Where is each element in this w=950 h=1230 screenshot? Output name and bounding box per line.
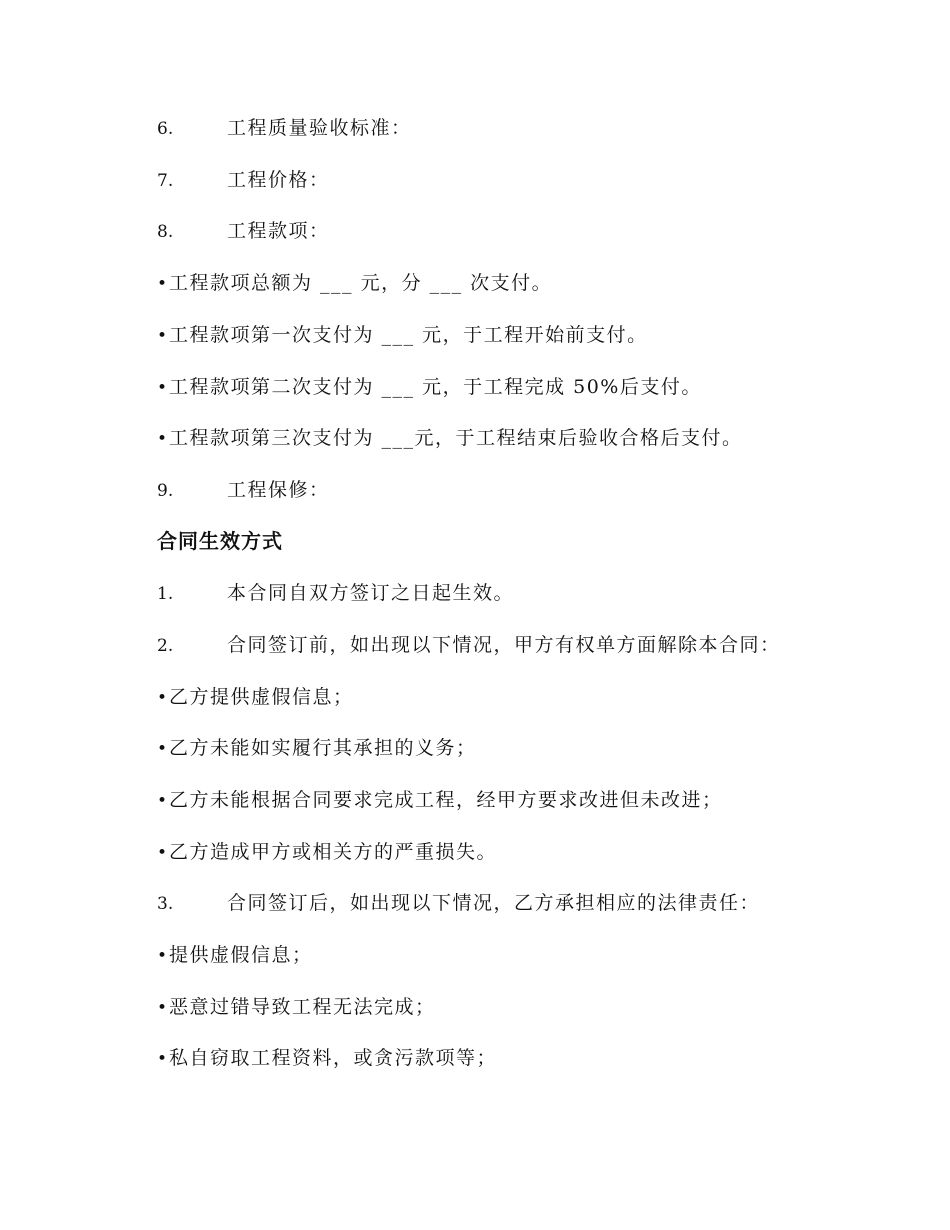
numbered-item: [157, 167, 330, 194]
item-number: 8.: [157, 222, 174, 242]
bullet-item: [157, 839, 497, 866]
bullet-item: [157, 787, 723, 814]
item-text: 乙方未能根据合同要求完成工程，经甲方要求改进但未改进；: [169, 789, 723, 811]
bullet-item: [157, 374, 702, 401]
item-text: 本合同自双方签订之日起生效。: [227, 582, 515, 604]
numbered-item: [157, 115, 412, 142]
item-text: 乙方未能如实履行其承担的义务；: [169, 737, 477, 759]
bullet-item: [157, 322, 648, 349]
item-number: 7.: [157, 171, 174, 191]
bullet-icon: •: [157, 946, 168, 966]
item-text: 工程质量验收标准：: [227, 117, 412, 139]
item-text: 合同签订后，如出现以下情况，乙方承担相应的法律责任：: [227, 892, 761, 914]
item-text: 工程保修：: [227, 479, 330, 501]
bullet-icon: •: [157, 429, 168, 449]
bullet-icon: •: [157, 274, 168, 294]
bullet-item: [157, 994, 436, 1021]
item-text: 工程款项第二次支付为 ___ 元，于工程完成 50%后支付。: [169, 376, 702, 398]
numbered-item: [157, 218, 330, 245]
item-text: 私自窃取工程资料，或贪污款项等；: [169, 1047, 498, 1069]
bullet-item: [157, 1045, 497, 1072]
bullet-item: [157, 425, 743, 452]
item-number: 1.: [157, 584, 174, 604]
bullet-icon: •: [157, 998, 168, 1018]
item-number: 9.: [157, 481, 174, 501]
item-text: 工程款项：: [227, 220, 330, 242]
item-text: 恶意过错导致工程无法完成；: [169, 996, 436, 1018]
numbered-item: [157, 477, 330, 504]
item-text: 工程款项总额为 ___ 元，分 ___ 次支付。: [169, 272, 553, 294]
item-text: 工程款项第一次支付为 ___ 元，于工程开始前支付。: [169, 324, 648, 346]
numbered-item: [157, 890, 760, 917]
bullet-icon: •: [157, 791, 168, 811]
item-text: 工程价格：: [227, 169, 330, 191]
bullet-item: [157, 270, 552, 297]
bullet-icon: •: [157, 688, 168, 708]
numbered-item: [157, 632, 781, 659]
bullet-icon: •: [157, 739, 168, 759]
item-text: 提供虚假信息；: [169, 944, 313, 966]
bullet-icon: •: [157, 843, 168, 863]
bullet-item: [157, 684, 354, 711]
item-text: 乙方造成甲方或相关方的严重损失。: [169, 841, 498, 863]
bullet-item: [157, 942, 313, 969]
item-text: 乙方提供虚假信息；: [169, 686, 354, 708]
item-text: 合同签订前，如出现以下情况，甲方有权单方面解除本合同：: [227, 634, 781, 656]
item-number: 3.: [157, 894, 174, 914]
numbered-item: [157, 580, 514, 607]
bullet-icon: •: [157, 326, 168, 346]
item-text: 工程款项第三次支付为 ___元，于工程结束后验收合格后支付。: [169, 427, 743, 449]
item-number: 6.: [157, 119, 174, 139]
item-number: 2.: [157, 636, 174, 656]
section-heading: 合同生效方式: [157, 529, 283, 553]
bullet-icon: •: [157, 1049, 168, 1069]
bullet-item: [157, 735, 477, 762]
bullet-icon: •: [157, 378, 168, 398]
